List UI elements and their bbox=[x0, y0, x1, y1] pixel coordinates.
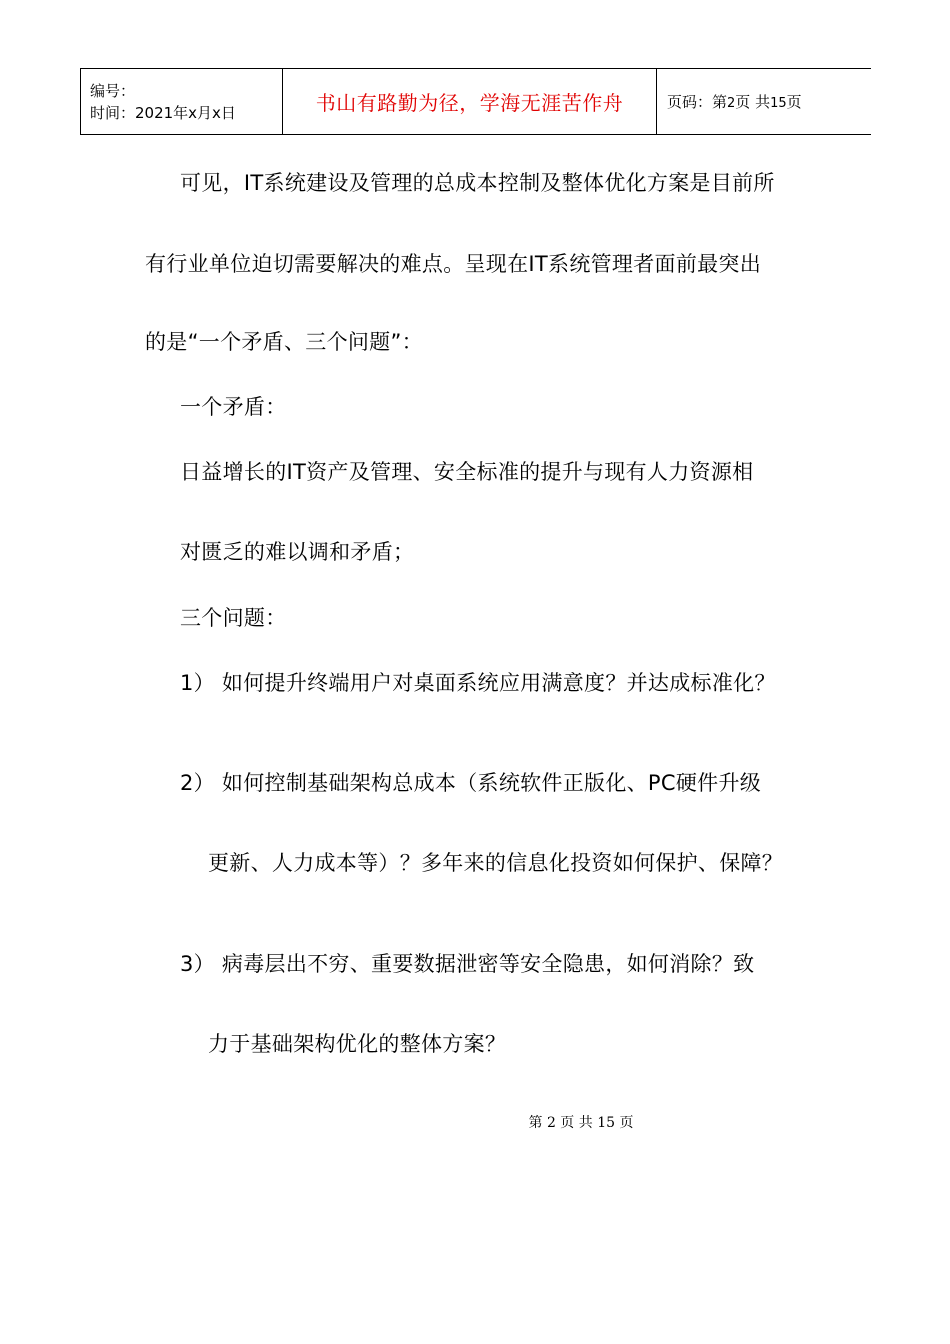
page-suffix: 页 bbox=[786, 93, 802, 111]
body-line: 可见，IT系统建设及管理的总成本控制及整体优化方案是目前所 bbox=[180, 171, 775, 195]
list-item-continuation: 更新、人力成本等）？多年来的信息化投资如何保护、保障？ bbox=[208, 851, 784, 875]
header-table bbox=[80, 68, 871, 135]
page-footer: 第 2 页 共 15 页 bbox=[528, 1115, 634, 1131]
section-heading-problems: 三个问题： bbox=[180, 606, 287, 630]
body-line: 日益增长的IT资产及管理、安全标准的提升与现有人力资源相 bbox=[180, 460, 754, 484]
page-current: 2 bbox=[727, 96, 736, 111]
page-total: 15 bbox=[770, 96, 787, 111]
body-line: 有行业单位迫切需要解决的难点。呈现在IT系统管理者面前最突出 bbox=[145, 252, 762, 276]
header-motto-cell bbox=[283, 69, 657, 135]
section-heading-contradiction: 一个矛盾： bbox=[180, 395, 287, 419]
body-line: 的是“一个矛盾、三个问题”： bbox=[145, 330, 423, 354]
list-item: 1） 如何提升终端用户对桌面系统应用满意度？并达成标准化？ bbox=[180, 671, 776, 695]
page-prefix: 页码：第 bbox=[667, 93, 728, 111]
list-item: 3） 病毒层出不穷、重要数据泄密等安全隐患，如何消除？致 bbox=[180, 952, 755, 976]
document-number-label: 编号： bbox=[90, 81, 136, 100]
header-page-number bbox=[657, 91, 871, 112]
body-line: 对匮乏的难以调和矛盾； bbox=[180, 540, 415, 564]
header-meta-cell bbox=[81, 69, 283, 135]
page-middle: 页 共 bbox=[735, 93, 771, 111]
list-item-continuation: 力于基础架构优化的整体方案？ bbox=[208, 1032, 507, 1056]
list-item: 2） 如何控制基础架构总成本（系统软件正版化、PC硬件升级 bbox=[180, 771, 762, 795]
header-page-cell bbox=[657, 69, 872, 135]
header-motto: 书山有路勤为径，学海无涯苦作舟 bbox=[315, 91, 624, 115]
document-date: 时间：2021年x月x日 bbox=[90, 103, 236, 122]
